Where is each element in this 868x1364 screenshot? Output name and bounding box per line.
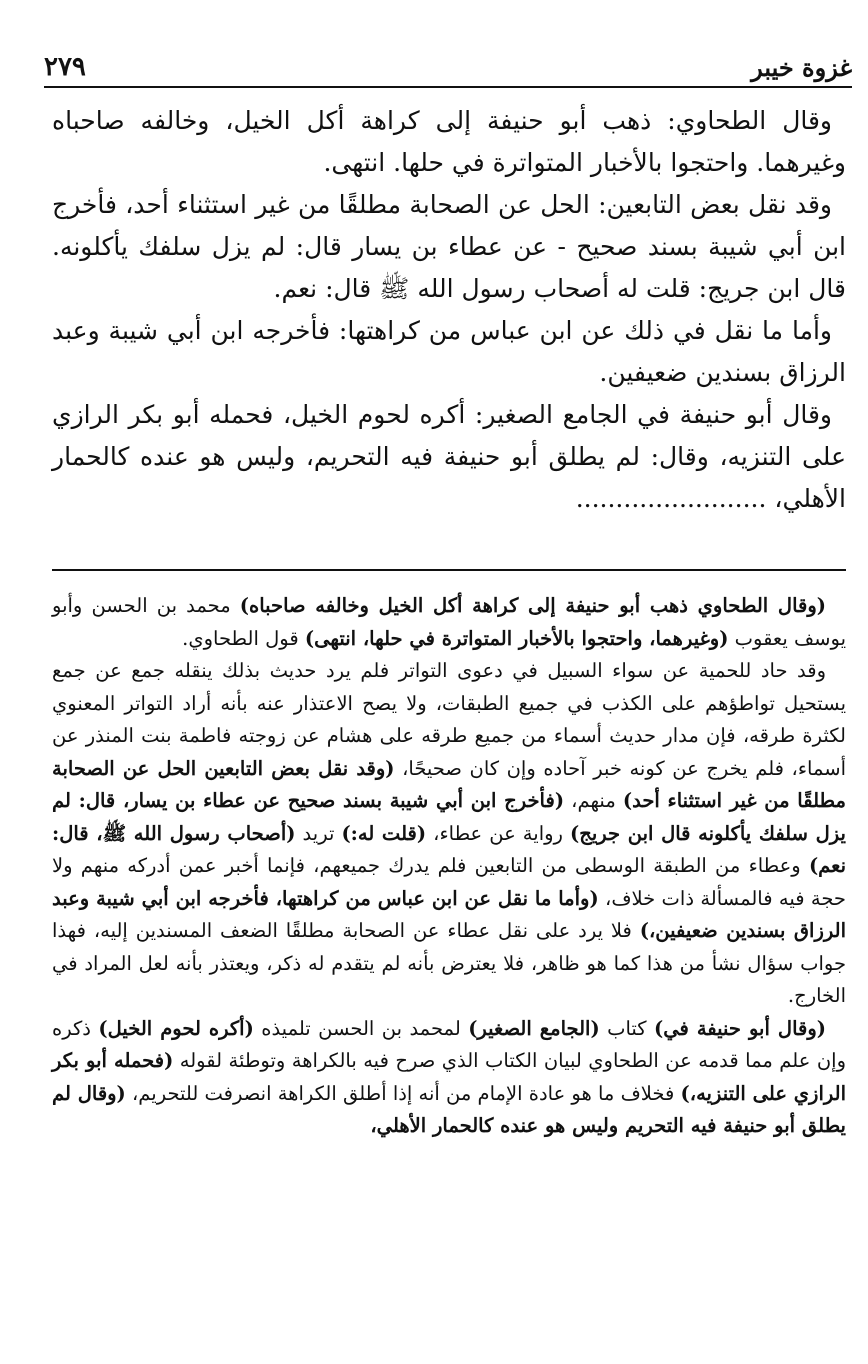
commentary-run: فلا يرد على نقل عطاء عن الصحابة مطلقًا الضعف المسندين إليه، فهذا جواب سؤال نشأ من هذا كما هو ظاهر، فلا يعترض بأنه لم يتقدم له ذكر، ويعتذر بأنه لعل المراد في الخارج.	[52, 919, 846, 1007]
running-title: غزوة خيبر	[751, 53, 852, 82]
main-paragraph-4-text: وقال أبو حنيفة في الجامع الصغير: أكره لحوم الخيل، فحمله أبو بكر الرازي على التنزيه، وقال: لم يطلق أبو حنيفة فيه التحريم، وليس هو عنده كالحمار الأهلي،	[52, 400, 846, 513]
main-text	[52, 100, 846, 520]
main-paragraph-3: وأما ما نقل في ذلك عن ابن عباس من كراهتها: فأخرجه ابن أبي شيبة وعبد الرزاق بسندين ضعيفين.	[52, 316, 846, 387]
quoted-main-text: (وغيرهما، واحتجوا بالأخبار المتواترة في حلها، انتهى)	[304, 626, 729, 650]
commentary-run: محمد بن الحسن وأبو يوسف يعقوب	[52, 594, 846, 650]
quoted-main-text: (أصحاب رسول الله ﷺ، قال: نعم)	[52, 821, 846, 877]
commentary-run: فخلاف ما هو عادة الإمام من أنه إذا أطلق الكراهة انصرفت للتحريم،	[125, 1081, 681, 1105]
commentary-run: تريد	[295, 821, 342, 845]
commentary-run: كتاب	[599, 1016, 654, 1040]
quoted-main-text: (أكره لحوم الخيل)	[98, 1016, 254, 1040]
commentary-paragraph-1	[52, 590, 846, 655]
header-rule	[44, 86, 852, 88]
page-number: ٢٧٩	[44, 52, 86, 82]
commentary-text	[52, 590, 846, 1143]
quoted-main-text: (وقال الطحاوي ذهب أبو حنيفة إلى كراهة أكل الخيل وخالفه صاحباه)	[239, 594, 826, 617]
main-paragraph-2: وقد نقل بعض التابعين: الحل عن الصحابة مطلقًا من غير استثناء أحد، فأخرج ابن أبي شيبة بسند صحيح - عن عطاء بن يسار قال: لم يزل سلفك يأكلونه. قال ابن جريج: قلت له أصحاب رسول الله ﷺ قال: نعم.	[52, 190, 846, 303]
commentary-run: منهم،	[564, 789, 623, 812]
commentary-separator	[52, 569, 846, 571]
quoted-main-text: (فأخرج ابن أبي شيبة بسند صحيح عن عطاء بن يسار، قال: لم يزل سلفك يأكلونه قال ابن جريج)	[52, 789, 846, 845]
main-paragraph-1: وقال الطحاوي: ذهب أبو حنيفة إلى كراهة أكل الخيل، وخالفه صاحباه وغيرهما. واحتجوا بالأخبار المتواترة في حلها. انتهى.	[52, 106, 846, 177]
main-paragraph-4	[52, 394, 846, 520]
quoted-main-text: (وقد نقل بعض التابعين الحل عن الصحابة مطلقًا من غير استثناء أحد)	[52, 756, 846, 812]
quoted-main-text: (قلت له:)	[341, 821, 427, 845]
quoted-main-text: (الجامع الصغير)	[468, 1016, 600, 1040]
commentary-run: وعطاء من الطبقة الوسطى من التابعين فلم يدرك جميعهم، فإنما أخبر عمن أدركه منهم ولا حجة فيه فالمسألة ذات خلاف،	[52, 854, 846, 910]
quoted-main-text: (فحمله أبو بكر الرازي على التنزيه،)	[52, 1049, 846, 1105]
commentary-paragraph-2	[52, 655, 846, 1013]
commentary-run: ذكره وإن علم مما قدمه عن الطحاوي لبيان الكتاب الذي صرح فيه بالكراهة وتوطئة لقوله	[52, 1016, 846, 1072]
quoted-main-text: (وقال لم يطلق أبو حنيفة فيه التحريم وليس هو عنده كالحمار الأهلي،	[52, 1081, 846, 1137]
commentary-run: لمحمد بن الحسن تلميذه	[253, 1016, 469, 1040]
commentary-paragraph-3	[52, 1013, 846, 1143]
quoted-main-text: (وأما ما نقل عن ابن عباس من كراهتها، فأخرجه ابن أبي شيبة وعبد الرزاق بسندين ضعيفين،)	[52, 886, 847, 942]
commentary-run: رواية عن عطاء،	[426, 821, 571, 845]
commentary-run: قول الطحاوي.	[182, 626, 305, 650]
continuation-dots: ........................	[575, 484, 767, 513]
page-header	[44, 44, 852, 82]
quoted-main-text: (وقال أبو حنيفة في)	[654, 1016, 826, 1040]
commentary-run: وقد حاد للحمية عن سواء السبيل في دعوى التواتر فلم يرد حديث بذلك ينقله جمع عن جمع يستحيل تواطؤهم على الكذب في جميع الطبقات، ولا يصح الاعتذار عنه بأنه أراد التواتر المعنوي لكثرة طرقه، فإن مدار حديث أسماء من جميع طرقه على هشام عن زوجته فاطمة بنت المنذر عن أسماء، فلم يخرج عن كونه خبر آحاده وإن كان صحيحًا،	[52, 659, 846, 780]
